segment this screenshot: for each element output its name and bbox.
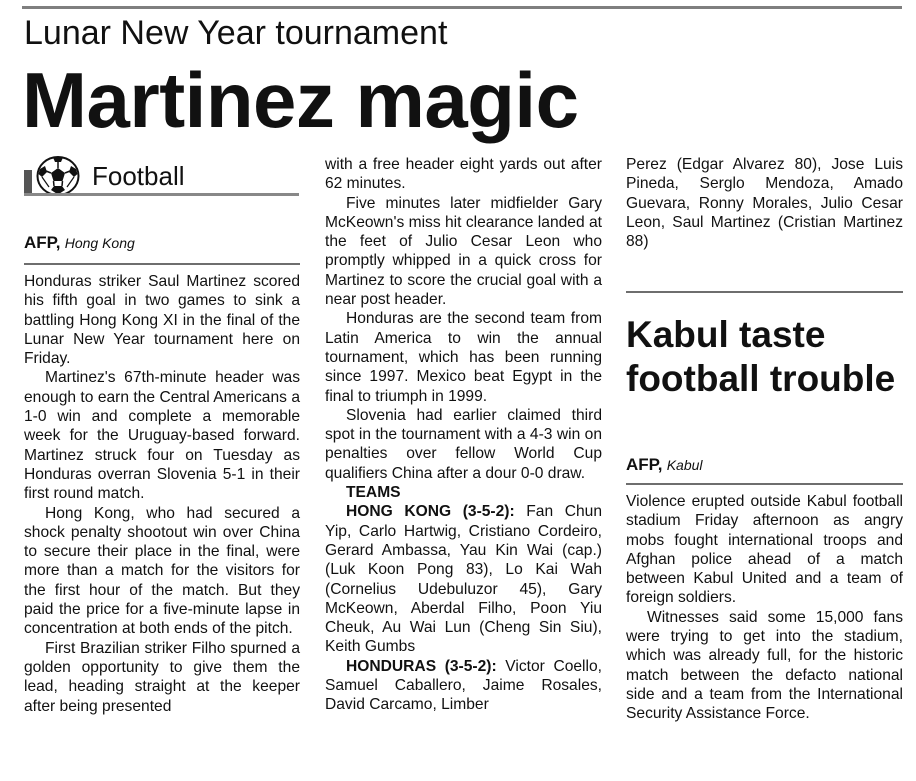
second-story-column xyxy=(626,492,903,724)
byline-place: Hong Kong xyxy=(64,235,135,251)
article-column-2 xyxy=(325,155,602,715)
section-marker xyxy=(24,170,32,193)
section-underline xyxy=(24,193,299,196)
article-paragraph: Honduras striker Saul Martinez scored his fifth goal in two games to sink a battling Hong Kong XI in the final of the Lunar New Year tournament here on Friday. xyxy=(24,273,300,368)
article-paragraph: First Brazilian striker Filho spurned a golden opportunity to give them the lead, heading straight at the keeper after being presented xyxy=(24,639,300,715)
article-paragraph: Witnesses said some 15,000 fans were trying to get into the stadium, which was already full, for the historic match between the defacto national side and a team from the International Security Assistance Force. xyxy=(626,608,903,723)
soccer-ball-icon xyxy=(36,156,80,196)
hong-kong-label: HONG KONG (3-5-2): xyxy=(346,503,515,521)
article-paragraph: Violence erupted outside Kabul football stadium Friday afternoon as angry mobs fought international troops and Afghan police ahead of a match between Kabul United and a team of foreign soldiers. xyxy=(626,493,903,607)
honduras-label: HONDURAS (3-5-2): xyxy=(346,657,497,675)
article-column-3 xyxy=(626,155,903,251)
byline-agency: AFP, xyxy=(626,455,663,474)
byline-rule xyxy=(24,263,300,265)
main-byline xyxy=(24,233,135,254)
hong-kong-players: Fan Chun Yip, Carlo Hartwig, Cristiano Cordeiro, Gerard Ambassa, Yau Kin Wai (cap.) (Luk Koon Pong 83), Lo Kai Wah (Cornelius Udebuluzor 45), Gary McKeown, Aberdal Filho, Poon Yiu Cheuk, Au Wai Lun (Cheng Sin Siu), Keith Gumbs xyxy=(325,503,602,656)
honduras-lineup xyxy=(325,657,602,715)
article-paragraph: Slovenia had earlier claimed third spot in the tournament with a 4-3 win on penalties over fellow World Cup qualifiers China after a dour 0-0 draw. xyxy=(325,406,602,482)
article-paragraph: Martinez's 67th-minute header was enough to earn the Central Americans a 1-0 win and complete a memorable week for the Uruguay-based forward. Martinez struck four on Tuesday as Honduras overran Slovenia 5-1 in their first round match. xyxy=(24,369,300,503)
article-paragraph: Five minutes later midfielder Gary McKeown's miss hit clearance landed at the feet of Julio Cesar Leon who promptly whipped in a quick cross for Martinez to score the crucial goal with a near post header. xyxy=(325,194,602,309)
hong-kong-lineup xyxy=(325,502,602,656)
second-story-headline: Kabul taste football trouble xyxy=(626,314,896,399)
second-byline-rule xyxy=(626,483,903,485)
top-rule xyxy=(22,6,902,9)
honduras-players-continued: Perez (Edgar Alvarez 80), Jose Luis Pineda, Serglo Mendoza, Amado Guevara, Ronny Morales, Julio Cesar Leon, Saul Martinez (Cristian Martinez 88) xyxy=(626,156,903,251)
story-headline: Martinez magic xyxy=(22,56,579,144)
teams-heading: TEAMS xyxy=(346,484,401,502)
article-paragraph: with a free header eight yards out after 62 minutes. xyxy=(325,156,602,193)
byline-agency: AFP, xyxy=(24,233,61,252)
article-column-1 xyxy=(24,272,300,716)
article-paragraph: Honduras are the second team from Latin America to win the annual tournament, which has been running since 1997. Mexico beat Egypt in the final to triumph in 1999. xyxy=(325,310,602,405)
section-label-text: Football xyxy=(92,161,185,191)
second-story-rule xyxy=(626,291,903,293)
byline-place: Kabul xyxy=(666,457,703,473)
story-kicker: Lunar New Year tournament xyxy=(24,14,448,52)
article-paragraph: Hong Kong, who had secured a shock penalty shootout win over China to secure their place in the final, were more than a match for the visitors for the first hour of the match. But they paid the price for a five-minute lapse in concentration at both ends of the pitch. xyxy=(24,504,300,638)
second-byline xyxy=(626,455,703,476)
section-label xyxy=(24,156,299,196)
honduras-players: Victor Coello, Samuel Caballero, Jaime Rosales, David Carcamo, Limber xyxy=(325,657,602,714)
